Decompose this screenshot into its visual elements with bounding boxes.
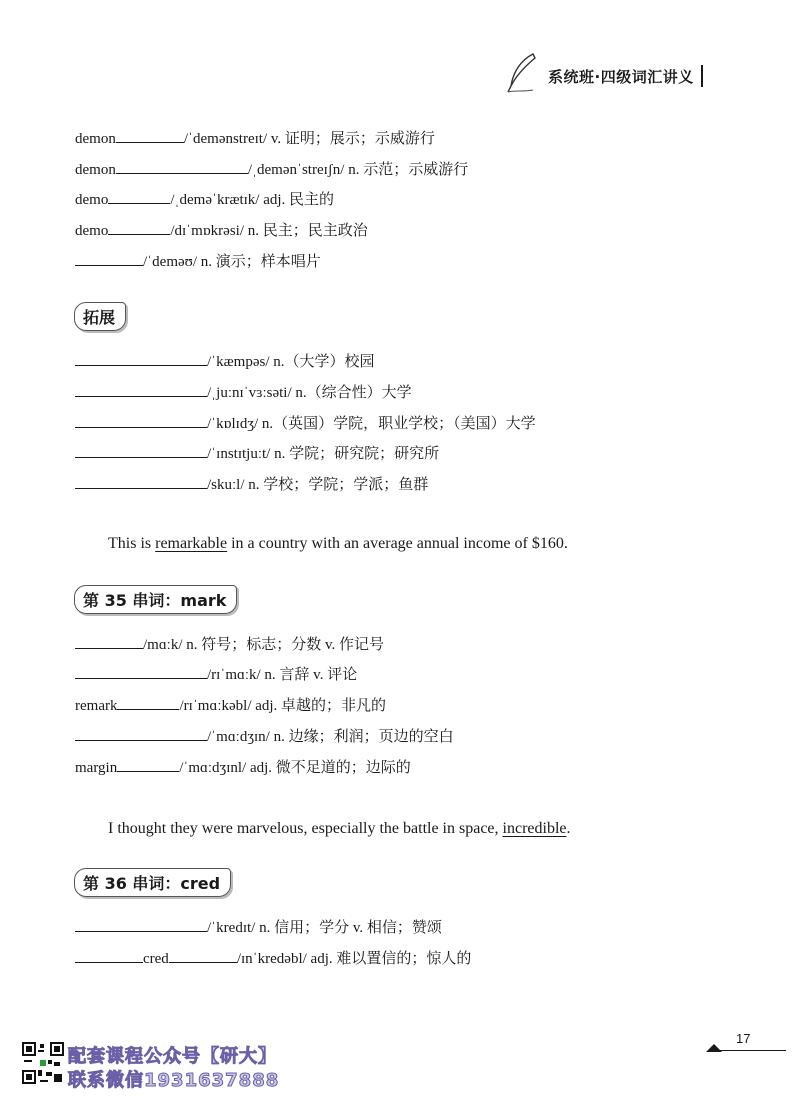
fill-blank[interactable] (75, 917, 207, 932)
quill-pen-icon (505, 52, 539, 94)
word-definition: /ˈkredɪt/ n. 信用；学分 v. 相信；赞颂 (207, 920, 442, 936)
section-heading-mark: 第 35 串词：mark (74, 585, 237, 614)
word-definition: /ˌdemənˈstreɪʃn/ n. 示范；示威游行 (247, 162, 469, 178)
word-definition: /mɑːk/ n. 符号；标志；分数 v. 作记号 (143, 637, 385, 653)
word-definition: /ɪnˈkredəbl/ adj. 难以置信的；惊人的 (236, 951, 472, 967)
vocab-line (75, 948, 471, 969)
vocab-line (75, 128, 435, 149)
word-definition: /dɪˈmɒkrəsi/ n. 民主；民主政治 (170, 223, 368, 239)
example-sentence (108, 535, 568, 553)
section-heading-extend: 拓展 (74, 302, 126, 331)
example-sentence (108, 820, 571, 838)
vocab-line (75, 726, 454, 747)
fill-blank[interactable] (75, 726, 207, 741)
page-number-rule (716, 1050, 786, 1051)
sentence-text: This is (108, 535, 156, 552)
vocab-line (75, 189, 334, 210)
word-definition: /rɪˈmɑːk/ n. 言辞 v. 评论 (207, 667, 358, 683)
word-prefix: demo (75, 192, 109, 208)
word-definition: /ˈmɑːdʒɪn/ n. 边缘；利润；页边的空白 (207, 729, 454, 745)
word-prefix: margin (75, 760, 118, 776)
vocab-line (75, 695, 386, 716)
fill-blank[interactable] (75, 413, 207, 428)
section-heading-cred: 第 36 串词：cred (74, 868, 231, 897)
word-definition: /ˈkæmpəs/ n.（大学）校园 (207, 354, 375, 370)
sentence-text: I thought they were marvelous, especially the battle in space, (108, 820, 503, 837)
fill-blank[interactable] (75, 948, 143, 963)
fill-blank[interactable] (117, 757, 179, 772)
vocab-line (75, 159, 468, 180)
fill-blank[interactable] (116, 159, 248, 174)
word-prefix: demo (75, 223, 109, 239)
word-definition: /ˈkɒlɪdʒ/ n.（英国）学院，职业学校；（美国）大学 (207, 416, 536, 432)
sentence-text: . (566, 820, 571, 837)
word-prefix: demon (75, 162, 116, 178)
fill-blank[interactable] (108, 189, 170, 204)
vocab-line (75, 413, 536, 434)
fill-blank[interactable] (75, 251, 143, 266)
highlighted-word: incredible (502, 820, 567, 837)
sentence-text: in a country with an average annual income of $160. (227, 535, 568, 552)
vocab-line (75, 220, 368, 241)
fill-blank[interactable] (75, 664, 207, 679)
fill-blank[interactable] (108, 220, 170, 235)
fill-blank[interactable] (169, 948, 237, 963)
word-prefix: remark (75, 698, 118, 714)
fill-blank[interactable] (75, 351, 207, 366)
fill-blank[interactable] (75, 634, 143, 649)
fill-blank[interactable] (117, 695, 179, 710)
promo-line-1: 配套课程公众号【研大】 (68, 1046, 277, 1067)
word-definition: /ˈdeməʊ/ n. 演示；样本唱片 (143, 254, 321, 270)
fill-blank[interactable] (75, 474, 207, 489)
vocab-line (75, 664, 357, 685)
vocab-line (75, 382, 412, 403)
header-title: 系统班·四级词汇讲义 (548, 68, 694, 86)
header-divider (701, 65, 703, 87)
word-definition: /ˈmɑːdʒɪnl/ adj. 微不足道的；边际的 (179, 760, 411, 776)
word-definition: /ˌdeməˈkrætɪk/ adj. 民主的 (170, 192, 335, 208)
fill-blank[interactable] (75, 443, 207, 458)
vocab-line (75, 351, 375, 372)
vocab-line (75, 917, 442, 938)
word-definition: /ˈɪnstɪtjuːt/ n. 学院；研究院；研究所 (207, 446, 440, 462)
vocab-line (75, 634, 384, 655)
vocab-line (75, 474, 428, 495)
vocab-line (75, 757, 411, 778)
word-definition: /ˈdemənstreɪt/ v. 证明；展示；示威游行 (183, 131, 435, 147)
promo-line-2: 联系微信1931637888 (68, 1070, 280, 1091)
qr-code-icon (22, 1040, 64, 1086)
word-prefix: demon (75, 131, 116, 147)
word-definition: /rɪˈmɑːkəbl/ adj. 卓越的；非凡的 (179, 698, 387, 714)
word-definition: /skuːl/ n. 学校；学院；学派；鱼群 (207, 477, 429, 493)
fill-blank[interactable] (75, 382, 207, 397)
page-number: 17 (736, 1031, 751, 1046)
highlighted-word: remarkable (155, 535, 228, 552)
vocab-line (75, 251, 321, 272)
word-definition: /ˌjuːnɪˈvɜːsəti/ n.（综合性）大学 (207, 385, 412, 401)
vocab-line (75, 443, 439, 464)
word-root: cred (143, 951, 169, 967)
fill-blank[interactable] (116, 128, 184, 143)
